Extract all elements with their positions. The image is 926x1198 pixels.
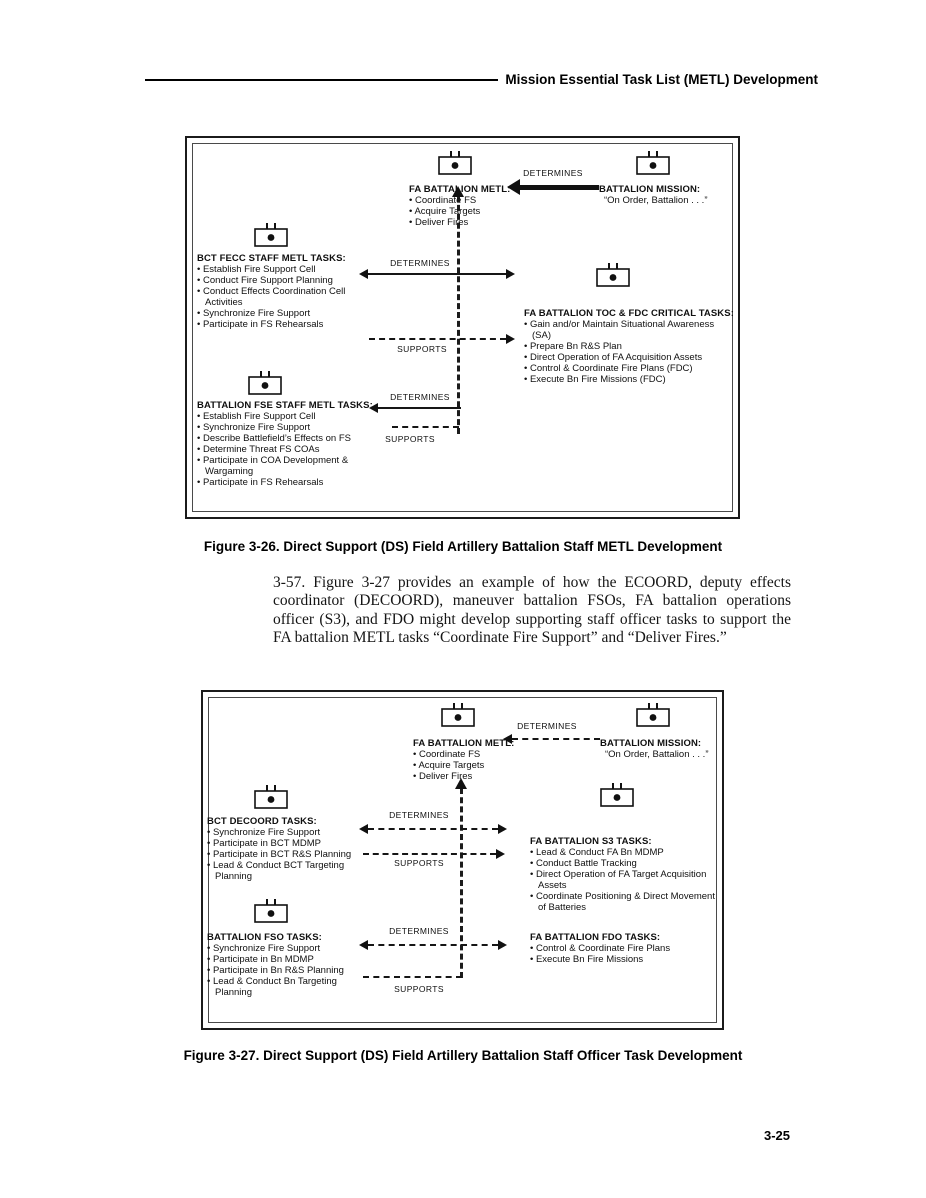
block-title: FA BATTALION METL: (413, 738, 515, 749)
determines-label: DETERMINES (517, 721, 577, 731)
fa-battalion-s3-tasks-block (530, 836, 718, 913)
block-items (409, 195, 511, 228)
block-title: BCT FECC STAFF METL TASKS: (197, 253, 346, 264)
figure-3-26-caption: Figure 3-26. Direct Support (DS) Field Artillery Battalion Staff METL Development (203, 539, 723, 554)
determines-label: DETERMINES (523, 168, 583, 178)
task-item: • Direct Operation of FA Target Acquisition Assets (530, 869, 707, 891)
task-item: • Control & Coordinate Fire Plans (530, 943, 671, 954)
arrow-line (368, 944, 498, 946)
determines-arrow (359, 940, 507, 950)
supports-label: SUPPORTS (397, 344, 447, 354)
block-items (530, 847, 718, 913)
figure-3-27-diagram (201, 690, 724, 1030)
block-items (207, 943, 359, 998)
block-items (197, 264, 363, 330)
arrow-line (378, 407, 461, 409)
determines-label: DETERMINES (389, 926, 449, 936)
task-item: • Coordinate FS (409, 195, 477, 206)
battalion-unit-symbol-icon (635, 702, 671, 728)
arrow-line (512, 738, 600, 740)
block-title: BATTALION FSO TASKS: (207, 932, 322, 943)
bct-decoord-unit-symbol-icon (253, 784, 289, 810)
task-item: • Acquire Targets (409, 206, 481, 217)
battalion-unit-symbol-icon (440, 702, 476, 728)
block-title: FA BATTALION S3 TASKS: (530, 836, 652, 847)
block-items (530, 943, 718, 965)
block-title: BATTALION MISSION: (600, 738, 702, 749)
task-item: • Synchronize Fire Support (207, 827, 321, 838)
block-title: FA BATTALION TOC & FDC CRITICAL TASKS: (524, 308, 734, 319)
supports-label: SUPPORTS (394, 984, 444, 994)
battalion-unit-symbol-icon (635, 150, 671, 176)
battalion-fse-staff-metl-block (197, 400, 373, 488)
arrow-head (498, 824, 507, 834)
block-items (207, 827, 359, 882)
block-title: BCT DECOORD TASKS: (207, 816, 317, 827)
battalion-toc-unit-symbol-icon (595, 262, 631, 288)
task-item: • Participate in BCT R&S Planning (207, 849, 352, 860)
task-item: • Lead & Conduct Bn Targeting Planning (207, 976, 337, 998)
block-items (413, 749, 515, 782)
arrow-line (392, 426, 459, 428)
task-item: • Execute Bn Fire Missions (FDC) (524, 374, 666, 385)
determines-arrow (359, 269, 515, 279)
task-item: • Participate in COA Development & Wargaming (197, 455, 349, 477)
header-rule (145, 79, 498, 81)
task-item: • Participate in Bn MDMP (207, 954, 314, 965)
task-item: • Conduct Battle Tracking (530, 858, 637, 869)
page-header (145, 72, 818, 87)
determines-label: DETERMINES (390, 258, 450, 268)
arrow-head (359, 824, 368, 834)
arrow-line (363, 853, 496, 855)
supports-label: SUPPORTS (385, 434, 435, 444)
supports-arrow (369, 334, 515, 344)
task-item: • Prepare Bn R&S Plan (524, 341, 622, 352)
task-item: • Synchronize Fire Support (197, 422, 311, 433)
fa-battalion-s3-unit-symbol-icon (599, 782, 635, 808)
arrow-line (520, 185, 599, 190)
arrow-head (506, 334, 515, 344)
task-item: • Acquire Targets (413, 760, 485, 771)
task-item: • Determine Threat FS COAs (197, 444, 320, 455)
page-number: 3-25 (763, 1128, 790, 1143)
determines-arrow (503, 734, 600, 744)
task-item: • Conduct Fire Support Planning (197, 275, 333, 286)
battalion-mission-block (600, 738, 724, 760)
task-item: • Participate in FS Rehearsals (197, 477, 324, 488)
supports-connector (392, 426, 459, 428)
bct-unit-symbol-icon (253, 222, 289, 248)
task-item: • Gain and/or Maintain Situational Awareness (SA) (524, 319, 715, 341)
block-title: FA BATTALION METL: (409, 184, 511, 195)
task-item: • Synchronize Fire Support (197, 308, 311, 319)
task-item: • Lead & Conduct FA Bn MDMP (530, 847, 664, 858)
task-item: • Deliver Fires (413, 771, 473, 782)
determines-arrow (359, 824, 507, 834)
determines-arrow (369, 403, 461, 413)
arrow-line (368, 273, 506, 275)
fa-battalion-fdo-tasks-block (530, 932, 718, 965)
header-title: Mission Essential Task List (METL) Development (505, 72, 818, 87)
task-item: • Deliver Fires (409, 217, 469, 228)
battalion-fso-unit-symbol-icon (253, 898, 289, 924)
arrow-line (369, 338, 506, 340)
determines-arrow (507, 179, 599, 195)
task-item: • Direct Operation of FA Acquisition Assets (524, 352, 703, 363)
battalion-fso-tasks-block (207, 932, 359, 998)
paragraph-3-57: 3-57. Figure 3-27 provides an example of how the ECOORD, deputy effects coordinator (DECOORD), maneuver battalion FSOs, FA battalion operations officer (S3), and FDO might develop supporting staff officer tasks to support the FA battalion METL tasks “Coordinate Fire Support” and “Deliver Fires.” (273, 574, 791, 647)
task-item: • Participate in BCT MDMP (207, 838, 322, 849)
arrow-head (498, 940, 507, 950)
arrow-head (496, 849, 505, 859)
block-title: FA BATTALION FDO TASKS: (530, 932, 661, 943)
figure-3-26-diagram (185, 136, 740, 519)
determines-label: DETERMINES (389, 810, 449, 820)
task-item: • Participate in FS Rehearsals (197, 319, 324, 330)
arrow-line (363, 976, 462, 978)
block-items (197, 411, 373, 488)
bct-decoord-tasks-block (207, 816, 359, 882)
task-item: • Execute Bn Fire Missions (530, 954, 644, 965)
fa-battalion-toc-fdc-block (524, 308, 734, 385)
task-item: • Coordinate FS (413, 749, 481, 760)
supports-label: SUPPORTS (394, 858, 444, 868)
bct-fecc-staff-metl-block (197, 253, 363, 330)
block-title: BATTALION FSE STAFF METL TASKS: (197, 400, 373, 411)
battalion-fse-unit-symbol-icon (247, 370, 283, 396)
task-item: • Lead & Conduct BCT Targeting Planning (207, 860, 345, 882)
task-item: • Synchronize Fire Support (207, 943, 321, 954)
arrow-head (359, 940, 368, 950)
supports-connector (363, 976, 462, 978)
mission-subtitle: “On Order, Battalion . . .” (604, 195, 708, 206)
determines-label: DETERMINES (390, 392, 450, 402)
task-item: • Establish Fire Support Cell (197, 264, 316, 275)
arrow-head (506, 269, 515, 279)
task-item: • Coordinate Positioning & Direct Movement of Batteries (530, 891, 715, 913)
task-item: • Control & Coordinate Fire Plans (FDC) (524, 363, 693, 374)
arrow-line (368, 828, 498, 830)
fa-battalion-metl-block (409, 184, 511, 228)
task-item: • Describe Battlefield’s Effects on FS (197, 433, 351, 444)
fa-battalion-metl-block (413, 738, 515, 782)
battalion-mission-block (599, 184, 725, 206)
task-item: • Establish Fire Support Cell (197, 411, 316, 422)
task-item: • Conduct Effects Coordination Cell Activities (197, 286, 346, 308)
task-item: • Participate in Bn R&S Planning (207, 965, 344, 976)
block-items (524, 319, 734, 385)
battalion-unit-symbol-icon (437, 150, 473, 176)
block-title: BATTALION MISSION: (599, 184, 701, 195)
mission-subtitle: “On Order, Battalion . . .” (605, 749, 709, 760)
figure-3-27-caption: Figure 3-27. Direct Support (DS) Field Artillery Battalion Staff Officer Task Development (183, 1048, 743, 1063)
